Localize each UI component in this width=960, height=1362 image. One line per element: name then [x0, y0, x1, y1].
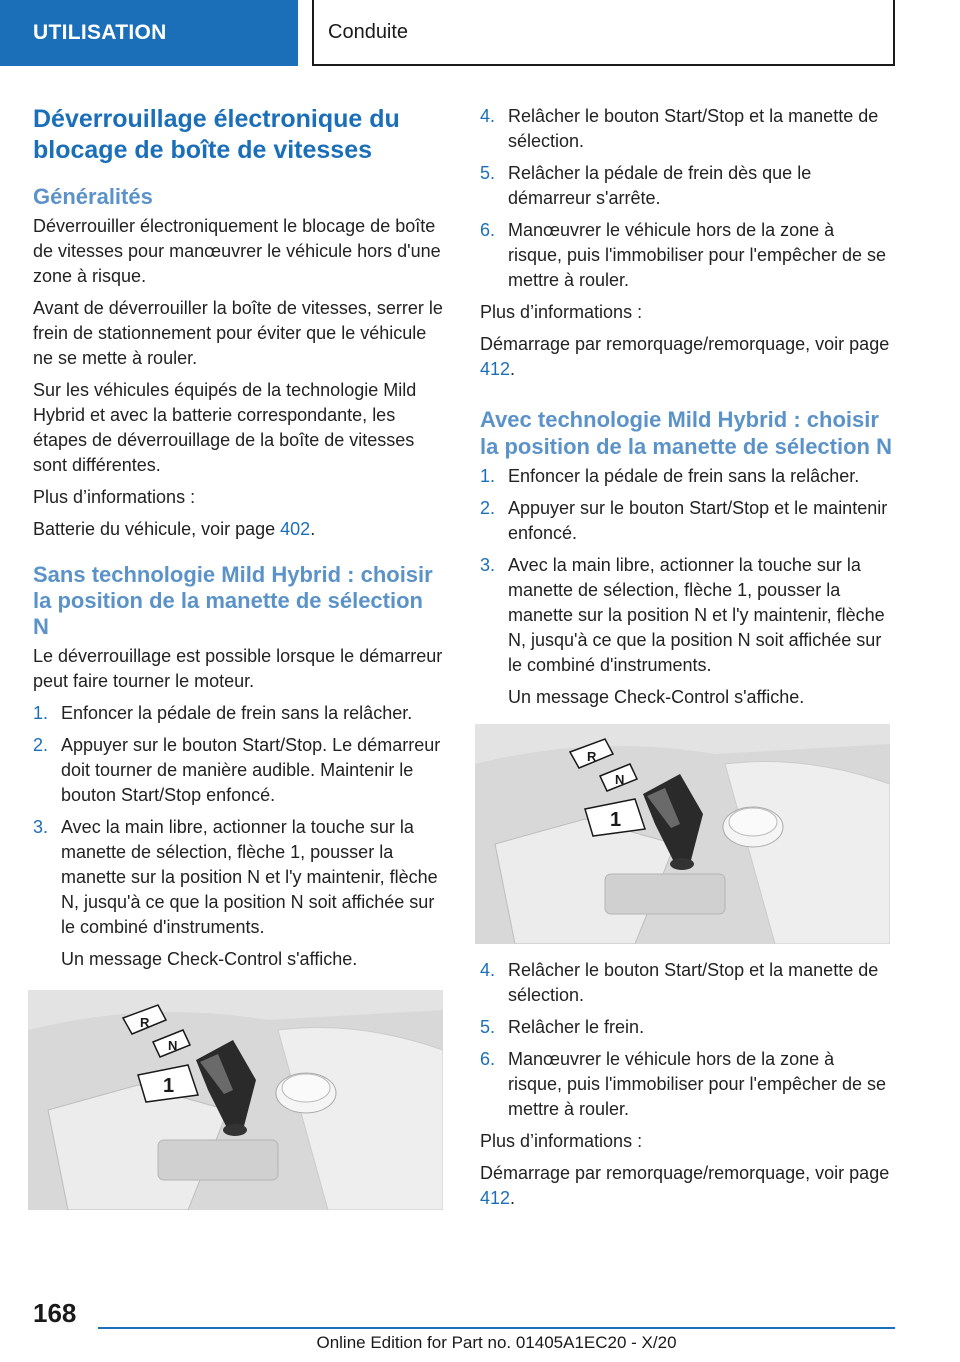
step-text: Manœuvrer le véhicule hors de la zone à risque, puis l'immobiliser pour l'empêcher de se mettre à rouler. — [508, 220, 887, 290]
list-item — [480, 104, 892, 154]
general-paragraph-1: Déverrouiller électroniquement le blocage de boîte de vitesses pour manœuvrer le véhicule hors d'une zone à risque. — [33, 216, 441, 286]
list-item — [480, 218, 892, 293]
list-item — [33, 815, 443, 972]
step-text: Enfoncer la pédale de frein sans la relâcher. — [61, 703, 413, 723]
step-number: 6. — [480, 1049, 496, 1069]
step-number: 2. — [33, 735, 49, 755]
step-text: Manœuvrer le véhicule hors de la zone à risque, puis l'immobiliser pour l'empêcher de se mettre à rouler. — [508, 1049, 887, 1119]
step-number: 2. — [480, 498, 496, 518]
list-item — [480, 161, 892, 211]
step-number: 3. — [33, 817, 49, 837]
hybrid-steps — [480, 464, 892, 710]
step-number: 1. — [33, 703, 49, 723]
general-paragraph-3: Sur les véhicules équipés de la technologie Mild Hybrid et avec la batterie correspondante, les étapes de déverrouillage de la boîte de vitesses sont différentes. — [33, 380, 417, 475]
left-column — [33, 104, 443, 1210]
step-text: Appuyer sur le bouton Start/Stop et le maintenir enfoncé. — [508, 498, 888, 543]
step-number: 5. — [480, 1017, 496, 1037]
page-title: Déverrouillage électronique du blocage de boîte de vitesses — [33, 105, 400, 164]
step-number: 6. — [480, 220, 496, 240]
footer-edition: Online Edition for Part no. 01405A1EC20 - X/20 — [316, 1333, 677, 1352]
list-item — [480, 464, 892, 489]
gear-selector-drawing — [475, 724, 890, 944]
towing-page-link[interactable]: 412 — [480, 1188, 511, 1208]
list-item — [33, 701, 443, 726]
list-item — [480, 553, 892, 710]
step-text: Relâcher le bouton Start/Stop et la manette de sélection. — [508, 106, 879, 151]
step-text: Relâcher le frein. — [508, 1017, 645, 1037]
step-text: Avec la main libre, actionner la touche sur la manette de sélection, flèche 1, pousser la manette sur la position N et l'y maintenir, flèche N, jusqu'à ce que la position N soit affichée sur le combiné d'instruments. — [508, 555, 885, 675]
no-hybrid-steps-continued — [480, 104, 892, 293]
step-subnote: Un message Check-Control s'affiche. — [508, 687, 805, 707]
figure-label-r: R — [587, 749, 597, 764]
step-subnote: Un message Check-Control s'affiche. — [61, 949, 358, 969]
towing-reference-end: . — [510, 1188, 516, 1208]
step-text: Appuyer sur le bouton Start/Stop. Le démarreur doit tourner de manière audible. Maintenir le bouton Start/Stop enfoncé. — [61, 735, 441, 805]
towing-page-link[interactable]: 412 — [480, 359, 511, 379]
no-hybrid-heading: Sans technologie Mild Hybrid : choisir la position de la manette de sélection N — [33, 562, 433, 639]
gear-selector-illustration — [28, 990, 443, 1210]
step-text: Enfoncer la pédale de frein sans la relâcher. — [508, 466, 860, 486]
step-number: 4. — [480, 106, 496, 126]
step-number: 1. — [480, 466, 496, 486]
list-item — [480, 958, 892, 1008]
section-tab: UTILISATION — [0, 0, 298, 66]
more-info-label: Plus d’informations : — [480, 302, 643, 322]
gear-selector-illustration — [475, 724, 890, 944]
battery-reference-text: Batterie du véhicule, voir page — [33, 519, 281, 539]
hybrid-steps-continued — [480, 958, 892, 1122]
hybrid-heading: Avec technologie Mild Hybrid : choisir la position de la manette de sélection N — [480, 407, 892, 459]
general-paragraph-2: Avant de déverrouiller la boîte de vitesses, serrer le frein de stationnement pour éviter que le véhicule ne se mette à rouler. — [33, 298, 443, 368]
gear-selector-drawing — [28, 990, 443, 1210]
step-text: Avec la main libre, actionner la touche sur la manette de sélection, flèche 1, pousser la manette sur la position N et l'y maintenir, flèche N, jusqu'à ce que la position N soit affichée sur le combiné d'instruments. — [61, 817, 438, 937]
step-text: Relâcher la pédale de frein dès que le démarreur s'arrête. — [508, 163, 812, 208]
towing-reference-text: Démarrage par remorquage/remorquage, voir page — [480, 334, 890, 354]
no-hybrid-steps — [33, 701, 443, 972]
towing-reference-text: Démarrage par remorquage/remorquage, voir page — [480, 1163, 890, 1183]
towing-reference-end: . — [510, 359, 516, 379]
more-info-label: Plus d’informations : — [480, 1131, 643, 1151]
no-hybrid-intro: Le déverrouillage est possible lorsque le démarreur peut faire tourner le moteur. — [33, 646, 443, 691]
towing-reference — [480, 1161, 892, 1211]
figure-label-n: N — [168, 1038, 178, 1053]
towing-reference — [480, 332, 892, 382]
battery-reference-end: . — [310, 519, 316, 539]
right-column — [480, 104, 892, 1218]
chapter-title: Conduite — [312, 0, 895, 66]
list-item — [480, 496, 892, 546]
step-text: Relâcher le bouton Start/Stop et la manette de sélection. — [508, 960, 879, 1005]
footer-divider — [98, 1327, 895, 1329]
figure-label-n: N — [615, 772, 625, 787]
battery-reference — [33, 517, 443, 542]
battery-page-link[interactable]: 402 — [280, 519, 311, 539]
step-number: 5. — [480, 163, 496, 183]
list-item — [480, 1015, 892, 1040]
general-heading: Généralités — [33, 184, 153, 209]
more-info-label: Plus d’informations : — [33, 487, 196, 507]
figure-label-r: R — [140, 1015, 150, 1030]
step-number: 3. — [480, 555, 496, 575]
figure-label-1: 1 — [610, 809, 622, 831]
list-item — [33, 733, 443, 808]
list-item — [480, 1047, 892, 1122]
page-number: 168 — [33, 1298, 77, 1328]
step-number: 4. — [480, 960, 496, 980]
figure-label-1: 1 — [163, 1075, 175, 1097]
